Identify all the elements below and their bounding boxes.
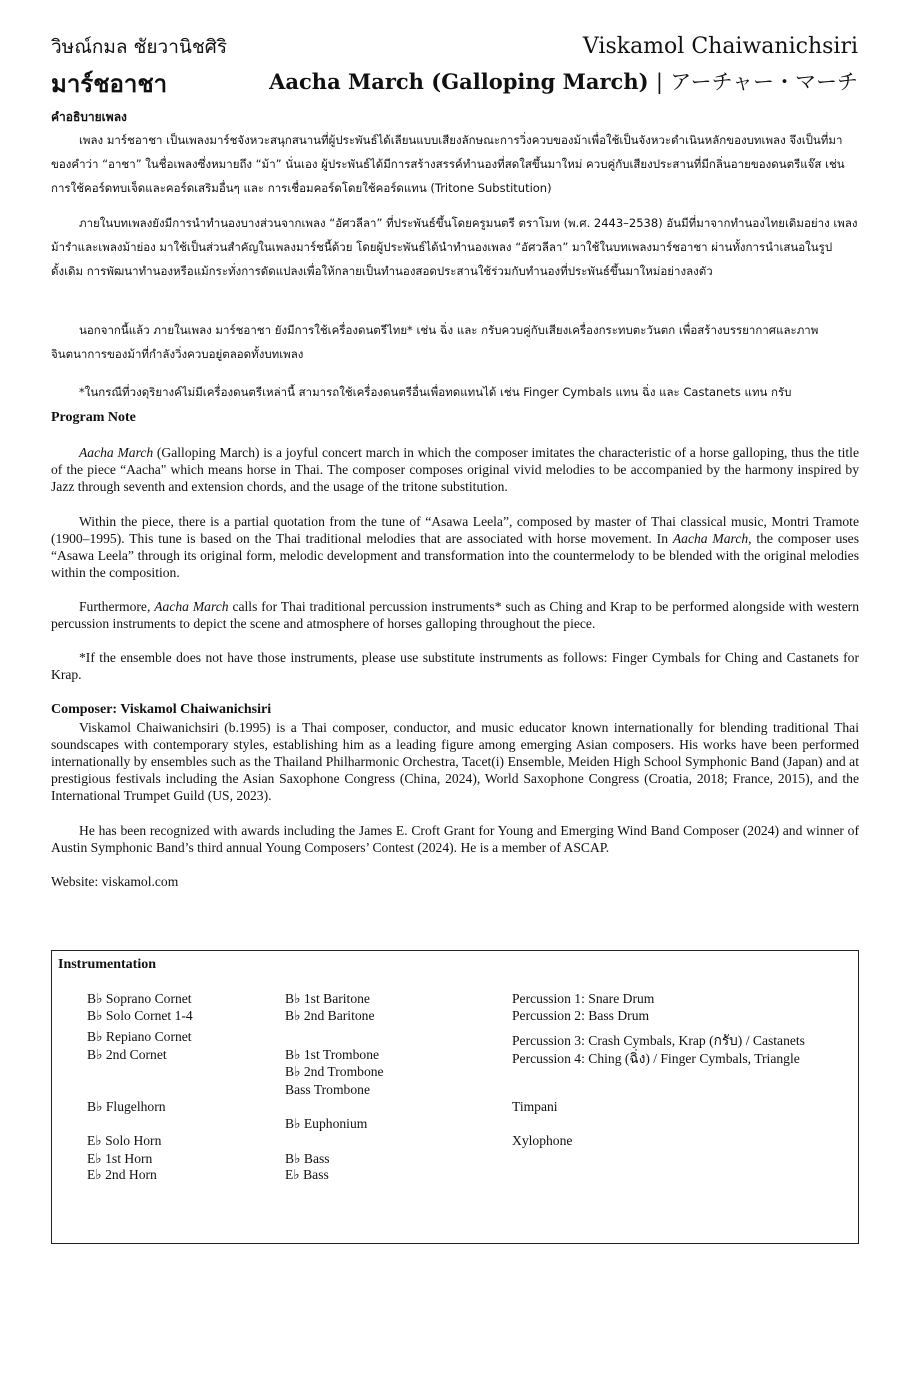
thai-note-heading: คำอธิบายเพลง	[51, 110, 127, 124]
instrument-item: B♭ Solo Cornet 1-4	[87, 1008, 193, 1023]
title-separator: |	[655, 70, 663, 94]
piece-title-italic: Aacha March	[79, 445, 154, 460]
instrument-item: B♭ 2nd Trombone	[285, 1064, 384, 1079]
composer-bio-paragraph-1	[51, 719, 859, 804]
instrument-item: B♭ Euphonium	[285, 1116, 368, 1131]
composer-bio-paragraph-2	[51, 822, 859, 856]
piece-title-italic: Aacha March	[154, 599, 229, 614]
instrument-item: Percussion 4: Ching (ฉิ่ง) / Finger Cymbals, Triangle	[512, 1051, 800, 1066]
program-note-text: Within the piece, there is a partial quotation from the tune of “Asawa Leela”, composed by master of Thai classical music, Montri Tramote (1900–1995). This tune is based on the Thai traditional melodies that are associated with horse movement. In	[51, 514, 859, 546]
composer-name: Viskamol Chaiwanichsiri	[582, 34, 858, 59]
composer-bio-heading: Composer: Viskamol Chaiwanichsiri	[51, 702, 272, 717]
instrument-item: E♭ Bass	[285, 1167, 329, 1182]
instrument-item: Percussion 1: Snare Drum	[512, 991, 655, 1006]
thai-note-paragraph-3: นอกจากนี้แล้ว ภายในเพลง มาร์ชอาชา ยังมีการใช้เครื่องดนตรีไทย* เช่น ฉิ่ง และ กรับควบคู่กับเสียงเครื่องกระทบตะวันตก เพื่อสร้างบรรยากาศและภาพจินตนาการของม้าที่กำลังวิ่งควบอยู่ตลอดทั้งบทเพลง	[51, 323, 819, 361]
instrument-item: Timpani	[512, 1099, 558, 1114]
program-note-text: *If the ensemble does not have those instruments, please use substitute instruments as follows: Finger Cymbals for Ching and Castanets for Krap.	[51, 650, 859, 682]
instrument-item: E♭ 2nd Horn	[87, 1167, 157, 1182]
piece-title	[269, 66, 858, 96]
instrument-item: B♭ 1st Trombone	[285, 1047, 380, 1062]
piece-title-japanese: アーチャー・マーチ	[670, 70, 858, 94]
instrument-item: Bass Trombone	[285, 1082, 370, 1097]
instrument-item: B♭ Repiano Cornet	[87, 1029, 192, 1044]
bio-text: He has been recognized with awards including the James E. Croft Grant for Young and Emerging Wind Band Composer (2024) and winner of Austin Symphonic Band’s third annual Young Composers’ Contest (2024). He is a member of ASCAP.	[51, 823, 859, 855]
program-note-text: (Galloping March) is a joyful concert march in which the composer imitates the characteristic of a horse galloping, thus the title of the piece “Aacha" which means horse in Thai. The composer composes original vivid melodies to be accompanied by the harmony inspired by Jazz through seventh and extension chords, and the usage of the tritone substitution.	[51, 445, 859, 494]
instrument-item: B♭ Flugelhorn	[87, 1099, 166, 1114]
program-note-heading: Program Note	[51, 410, 136, 425]
instrumentation-title: Instrumentation	[58, 957, 157, 972]
thai-piece-title: มาร์ชอาชา	[51, 70, 168, 98]
instrument-item: B♭ Soprano Cornet	[87, 991, 192, 1006]
instrument-item: Xylophone	[512, 1133, 573, 1148]
piece-title-italic: Aacha March	[672, 531, 749, 546]
instrument-item: B♭ 1st Baritone	[285, 991, 370, 1006]
program-note-text: calls for Thai traditional percussion instruments* such as Ching and Krap to be performed alongside with western percussion instruments to depict the scene and atmosphere of horses galloping throughout the piece.	[51, 599, 859, 631]
program-note-footnote	[51, 649, 859, 683]
instrument-item: B♭ 2nd Baritone	[285, 1008, 375, 1023]
thai-composer-name: วิษณ์กมล ชัยวานิชศิริ	[51, 36, 228, 58]
program-note-paragraph-3	[51, 598, 859, 632]
instrument-item: E♭ Solo Horn	[87, 1133, 162, 1148]
instrument-item: Percussion 3: Crash Cymbals, Krap (กรับ) / Castanets	[512, 1033, 805, 1048]
program-note-text: Furthermore,	[79, 599, 155, 614]
bio-text: Viskamol Chaiwanichsiri (b.1995) is a Thai composer, conductor, and music educator known internationally for blending traditional Thai soundscapes with contemporary styles, establishing him as a leading figure among emerging Asian composers. His works have been performed internationally by ensembles such as the Thailand Philharmonic Orchestra, Tacet(i) Ensemble, Meiden High School Symphonic Band (Japan) and at prestigious festivals including the Asian Saxophone Congress (China, 2024), World Saxophone Congress (Croatia, 2018; France, 2015), and the International Trumpet Guild (US, 2023).	[51, 720, 859, 803]
program-note-paragraph-1	[51, 444, 859, 495]
program-note-text: , the composer uses “Asawa Leela” through its original form, melodic development and transformation into the countermelody to be blended with the original melodies within the composition.	[51, 531, 859, 580]
program-note-paragraph-2	[51, 513, 859, 581]
website-text: Website: viskamol.com	[51, 874, 179, 889]
instrument-item: E♭ 1st Horn	[87, 1151, 153, 1166]
instrument-item: B♭ 2nd Cornet	[87, 1047, 167, 1062]
thai-note-paragraph-1: เพลง มาร์ชอาชา เป็นเพลงมาร์ชจังหวะสนุกสนานที่ผู้ประพันธ์ได้เลียนแบบเสียงลักษณะการวิ่งควบของม้าเพื่อใช้เป็นจังหวะดำเนินหลักของบทเพลง จึงเป็นที่มาของคำว่า “อาชา” ในชื่อเพลงซึ่งหมายถึง “ม้า” นั่นเอง ผู้ประพันธ์ได้มีการสร้างสรรค์ทำนองที่สดใสขึ้นมาใหม่ ควบคู่กับเสียงประสานที่มีกลิ่นอายของดนตรีแจ๊ส เช่น การใช้คอร์ดทบเจ็ดและคอร์ดเสริมอื่นๆ และ การเชื่อมคอร์ดโดยใช้คอร์ดแทน (Tritone Substitution)	[51, 133, 845, 195]
thai-note-footnote: *ในกรณีที่วงดุริยางค์ไม่มีเครื่องดนตรีเหล่านี้ สามารถใช้เครื่องดนตรีอื่นเพื่อทดแทนได้ เช่น Finger Cymbals แทน ฉิ่ง และ Castanets แทน กรับ	[79, 385, 792, 399]
instrument-item: Percussion 2: Bass Drum	[512, 1008, 650, 1023]
instrument-item: B♭ Bass	[285, 1151, 330, 1166]
composer-website	[51, 873, 859, 890]
instrumentation-box	[51, 950, 859, 1244]
thai-note-paragraph-2: ภายในบทเพลงยังมีการนำทำนองบางส่วนจากเพลง “อัศวลีลา” ที่ประพันธ์ขึ้นโดยครูมนตรี ตราโมท (พ.ศ. 2443–2538) อันมีที่มาจากทำนองไทยเดิมอย่าง เพลงม้ารำและเพลงม้าย่อง มาใช้เป็นส่วนสำคัญในเพลงมาร์ชนี้ด้วย โดยผู้ประพันธ์ได้นำทำนองเพลง “อัศวลีลา” มาใช้ในบทเพลงมาร์ชอาชา ผ่านทั้งการนำเสนอในรูปดั้งเดิม การพัฒนาทำนองหรือแม้กระทั่งการดัดแปลงเพื่อให้กลายเป็นทำนองสอดประสานใช้ร่วมกับทำนองที่ประพันธ์ขึ้นมาใหม่อย่างลงตัว	[51, 216, 858, 278]
piece-title-english: Aacha March (Galloping March)	[269, 69, 649, 94]
